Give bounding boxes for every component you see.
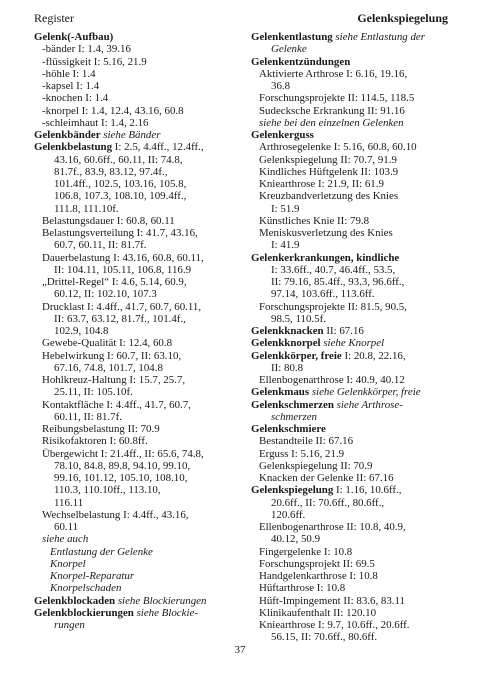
page-references: I: 1.16, 10.6ff.,: [333, 484, 402, 497]
index-term: Gelenkbelastung: [34, 141, 113, 154]
page-references: Gewebe-Qualität I: 12.4, 60.8: [42, 337, 173, 350]
index-term: Gelenk(-Aufbau): [34, 31, 114, 43]
index-line: [251, 570, 451, 582]
page-references: -knochen I: 1.4: [42, 92, 109, 105]
index-line: [34, 129, 244, 141]
index-line: [251, 190, 451, 202]
cross-reference: Knorpel-Reparatur: [50, 570, 135, 582]
page-references: 60.12, II: 102.10, 107.3: [54, 288, 157, 301]
page-references: Kontaktfläche I: 4.4ff., 41.7, 60.7,: [42, 398, 191, 411]
cross-reference: siehe Bänder: [100, 129, 161, 141]
page-references: Künstliches Knie II: 79.8: [259, 214, 370, 227]
index-line: [34, 288, 244, 300]
page-references: Ellenbogenarthrose I: 40.9, 40.12: [259, 374, 405, 386]
index-line: [34, 619, 244, 631]
page-references: 101.4ff., 102.5, 103.16, 105.8,: [54, 178, 187, 190]
page-references: Bestandteile II: 67.16: [259, 435, 354, 448]
cross-reference: siehe Entlastung der: [332, 31, 425, 43]
cross-reference: siehe Blockierungen: [115, 594, 207, 607]
index-line: [251, 43, 451, 55]
page-references: -flüssigkeit I: 5.16, 21.9: [42, 55, 147, 68]
page-references: Risikofaktoren I: 60.8ff.: [42, 435, 148, 448]
index-line: [251, 386, 451, 398]
page-references: -knorpel I: 1.4, 12.4, 43.16, 60.8: [42, 104, 184, 117]
page-references: Arthrosegelenke I: 5.16, 60.8, 60.10: [259, 141, 417, 154]
index-line: [251, 558, 451, 570]
index-term: Gelenkkörper, freie: [251, 349, 342, 362]
page-references: II: 63.7, 63.12, 81.7f., 101.4f.,: [54, 312, 186, 325]
index-line: [251, 521, 451, 533]
page-references: 60.7, 60.11, II: 81.7f.: [54, 239, 147, 252]
page-references: 43.16, 60.6ff., 60.11, II: 74.8,: [54, 153, 183, 166]
index-line: [251, 399, 451, 411]
index-line: [251, 497, 451, 509]
index-line: [251, 448, 451, 460]
page-references: -höhle I: 1.4: [42, 67, 96, 80]
index-line: [251, 460, 451, 472]
cross-reference: Knorpelschaden: [50, 582, 122, 595]
page-references: Sudecksche Erkrankung II: 91.16: [259, 104, 405, 117]
index-line: [251, 154, 451, 166]
page-references: 99.16, 101.12, 105.10, 108.10,: [54, 472, 188, 484]
page-references: Hüftarthrose I: 10.8: [259, 582, 346, 595]
index-line: [251, 215, 451, 227]
page-references: Forschungsprojekte II: 81.5, 90.5,: [259, 300, 407, 313]
index-line: [34, 521, 244, 533]
cross-reference: rungen: [54, 619, 85, 631]
page-references: I: 33.6ff., 40.7, 46.4ff., 53.5,: [271, 263, 396, 276]
index-line: [251, 607, 451, 619]
page-references: 36.8: [271, 80, 291, 92]
index-line: [34, 301, 244, 313]
index-line: [34, 56, 244, 68]
index-line: [251, 264, 451, 276]
index-term: Gelenkblockaden: [34, 594, 116, 607]
page-references: Forschungsprojekte II: 114.5, 118.5: [259, 92, 415, 105]
index-line: [34, 546, 244, 558]
index-line: [34, 276, 244, 288]
page-references: II: 79.16, 85.4ff., 93.3, 96.6ff.,: [271, 276, 405, 288]
index-line: [251, 288, 451, 300]
page-references: Übergewicht I: 21.4ff., II: 65.6, 74.8,: [42, 447, 204, 460]
index-line: [34, 374, 244, 386]
index-term: Gelenkerkrankungen, kindliche: [251, 251, 400, 264]
page-references: II: 104.11, 105.11, 106.8, 116.9: [54, 263, 192, 276]
index-line: [251, 166, 451, 178]
page-references: 98.5, 110.5f.: [271, 312, 326, 325]
index-line: [251, 203, 451, 215]
cross-reference: siehe Gelenkkörper, freie: [309, 386, 421, 399]
index-term: Gelenkentzündungen: [251, 55, 351, 68]
page-references: Drucklast I: 4.4ff., 41.7, 60.7, 60.11,: [42, 300, 202, 313]
cross-reference: siehe bei den einzelnen Gelenken: [259, 116, 404, 129]
page-references: Wechselbelastung I: 4.4ff., 43.16,: [42, 508, 189, 521]
index-line: [251, 533, 451, 545]
index-term: Gelenkknacken: [251, 325, 324, 337]
index-line: [251, 31, 451, 43]
index-term: Gelenkbänder: [34, 129, 101, 141]
index-line: [34, 484, 244, 496]
index-line: [34, 533, 244, 545]
index-line: [34, 435, 244, 447]
index-line: [251, 301, 451, 313]
page-references: I: 20.8, 22.16,: [341, 349, 406, 362]
index-term: Gelenkerguss: [251, 129, 314, 141]
index-line: [251, 92, 451, 104]
cross-reference: siehe auch: [42, 533, 89, 546]
index-term: Gelenkentlastung: [251, 31, 333, 43]
index-line: [34, 386, 244, 398]
index-line: [34, 350, 244, 362]
index-line: [34, 92, 244, 104]
page-references: I: 41.9: [271, 239, 300, 252]
index-line: [251, 239, 451, 251]
page-references: 78.10, 84.8, 89.8, 94.10, 99.10,: [54, 459, 191, 472]
page-references: Belastungsdauer I: 60.8, 60.11: [42, 214, 175, 227]
index-line: [34, 313, 244, 325]
page-references: Dauerbelastung I: 43.16, 60.8, 60.11,: [42, 251, 204, 264]
index-line: [251, 619, 451, 631]
index-term: Gelenkknorpel: [251, 337, 321, 350]
index-line: [34, 570, 244, 582]
cross-reference: siehe Blockie-: [133, 606, 198, 619]
cross-reference: Knorpel: [50, 557, 86, 570]
page-references: Fingergelenke I: 10.8: [259, 545, 353, 558]
page-references: 67.16, 74.8, 101.7, 104.8: [54, 361, 163, 374]
index-line: [34, 252, 244, 264]
page-references: Gelenkspiegelung II: 70.7, 91.9: [259, 153, 397, 166]
index-line: [34, 117, 244, 129]
page-references: -kapsel I: 1.4: [42, 80, 100, 92]
page-number: 37: [234, 644, 246, 656]
index-term: Gelenkmaus: [251, 386, 310, 399]
index-line: [34, 190, 244, 202]
page-references: 20.6ff., II: 70.6ff., 80.6ff.,: [271, 496, 385, 509]
index-line: [251, 472, 451, 484]
index-line: [251, 595, 451, 607]
page-references: -bänder I: 1.4, 39.16: [42, 43, 131, 56]
index-line: [34, 460, 244, 472]
index-line: [251, 313, 451, 325]
header-left: Register: [34, 11, 74, 25]
index-line: [34, 558, 244, 570]
page-references: Klinikaufenthalt II: 120.10: [259, 606, 377, 619]
index-term: Gelenkblockierungen: [34, 606, 134, 619]
index-line: [251, 362, 451, 374]
page-references: „Drittel-Regel“ I: 4.6, 5.14, 60.9,: [42, 276, 187, 288]
index-line: [34, 472, 244, 484]
index-line: [34, 239, 244, 251]
index-line: [34, 227, 244, 239]
index-line: [251, 411, 451, 423]
page-references: 120.6ff.: [271, 508, 306, 521]
index-line: [251, 68, 451, 80]
index-term: Gelenkschmerzen: [251, 398, 334, 411]
index-line: [251, 252, 451, 264]
page-references: -schleimhaut I: 1.4, 2.16: [42, 116, 149, 129]
index-line: [34, 203, 244, 215]
page-references: Belastungsverteilung I: 41.7, 43.16,: [42, 227, 198, 239]
index-line: [251, 129, 451, 141]
cross-reference: Entlastung der Gelenke: [50, 545, 153, 558]
page-references: Hebelwirkung I: 60.7, II: 63.10,: [42, 349, 182, 362]
index-line: [251, 337, 451, 349]
index-line: [251, 117, 451, 129]
page-references: Meniskusverletzung des Knies: [259, 227, 393, 239]
index-line: [34, 497, 244, 509]
cross-reference: Gelenke: [271, 43, 307, 56]
page-references: 111.8, 111.10f.: [54, 202, 119, 215]
index-line: [34, 80, 244, 92]
index-line: [251, 350, 451, 362]
index-column-left: [34, 31, 244, 631]
page-references: Gelenkspiegelung II: 70.9: [259, 459, 373, 472]
page-references: 116.11: [54, 496, 84, 509]
page-references: Hüft-Impingement II: 83.6, 83.11: [259, 594, 405, 607]
index-line: [34, 31, 244, 43]
index-line: [251, 435, 451, 447]
page-references: 60.11: [54, 521, 79, 533]
page-references: 102.9, 104.8: [54, 325, 109, 337]
index-line: [251, 582, 451, 594]
index-line: [251, 325, 451, 337]
index-line: [34, 399, 244, 411]
page-references: Aktivierte Arthrose I: 6.16, 19.16,: [259, 67, 408, 80]
running-header: [34, 11, 448, 26]
page-references: Hohlkreuz-Haltung I: 15.7, 25.7,: [42, 374, 186, 386]
page-references: Reibungsbelastung II: 70.9: [42, 423, 160, 435]
index-line: [251, 80, 451, 92]
index-line: [34, 411, 244, 423]
page-references: 56.15, II: 70.6ff., 80.6ff.: [271, 631, 378, 644]
index-line: [251, 509, 451, 521]
page-references: Knacken der Gelenke II: 67.16: [259, 472, 394, 484]
page-references: Handgelenkarthrose I: 10.8: [259, 570, 378, 582]
page-references: Erguss I: 5.16, 21.9: [259, 447, 345, 460]
cross-reference: schmerzen: [271, 410, 317, 423]
index-line: [251, 484, 451, 496]
index-column-right: [251, 31, 451, 644]
cross-reference: siehe Knorpel: [320, 337, 385, 350]
page-references: 81.7f., 83.9, 83.12, 97.4f.,: [54, 165, 168, 178]
index-line: [34, 154, 244, 166]
index-line: [34, 607, 244, 619]
page-references: Forschungsprojekt II: 69.5: [259, 557, 375, 570]
index-line: [251, 423, 451, 435]
index-line: [34, 68, 244, 80]
index-line: [34, 362, 244, 374]
index-line: [34, 595, 244, 607]
page-references: II: 80.8: [271, 361, 304, 374]
index-line: [251, 631, 451, 643]
index-line: [34, 448, 244, 460]
cross-reference: siehe Arthrose-: [333, 398, 403, 411]
index-term: Gelenkschmiere: [251, 423, 326, 435]
index-line: [34, 43, 244, 55]
page-references: 40.12, 50.9: [271, 533, 321, 546]
index-line: [251, 276, 451, 288]
index-line: [251, 56, 451, 68]
page-references: 60.11, II: 81.7f.: [54, 410, 122, 423]
page-references: Kniearthrose I: 21.9, II: 61.9: [259, 178, 384, 190]
index-line: [34, 582, 244, 594]
index-line: [34, 509, 244, 521]
index-line: [251, 374, 451, 386]
page-references: 97.14, 103.6ff., 113.6ff.: [271, 288, 375, 301]
index-line: [34, 337, 244, 349]
index-line: [251, 546, 451, 558]
index-line: [34, 423, 244, 435]
header-right: Gelenkspiegelung: [357, 11, 448, 25]
index-line: [251, 141, 451, 153]
index-line: [34, 215, 244, 227]
page-references: 25.11, II: 105.10f.: [54, 386, 133, 399]
page-references: Kniearthrose I: 9.7, 10.6ff., 20.6ff.: [259, 619, 410, 631]
index-line: [34, 166, 244, 178]
index-line: [34, 325, 244, 337]
page-references: Kreuzbandverletzung des Knies: [259, 190, 399, 203]
page-references: II: 67.16: [323, 325, 364, 337]
index-term: Gelenkspiegelung: [251, 484, 334, 497]
index-line: [34, 105, 244, 117]
index-line: [34, 178, 244, 190]
page-references: Kindliches Hüftgelenk II: 103.9: [259, 165, 399, 178]
index-line: [251, 227, 451, 239]
index-line: [34, 141, 244, 153]
page-references: 106.8, 107.3, 108.10, 109.4ff.,: [54, 190, 187, 203]
index-line: [251, 105, 451, 117]
index-line: [251, 178, 451, 190]
page-references: Ellenbogenarthrose II: 10.8, 40.9,: [259, 521, 406, 533]
index-line: [34, 264, 244, 276]
page-references: 110.3, 110.10ff., 113.10,: [54, 484, 161, 497]
page-references: I: 2.5, 4.4ff., 12.4ff.,: [112, 141, 204, 154]
page-references: I: 51.9: [271, 202, 300, 215]
